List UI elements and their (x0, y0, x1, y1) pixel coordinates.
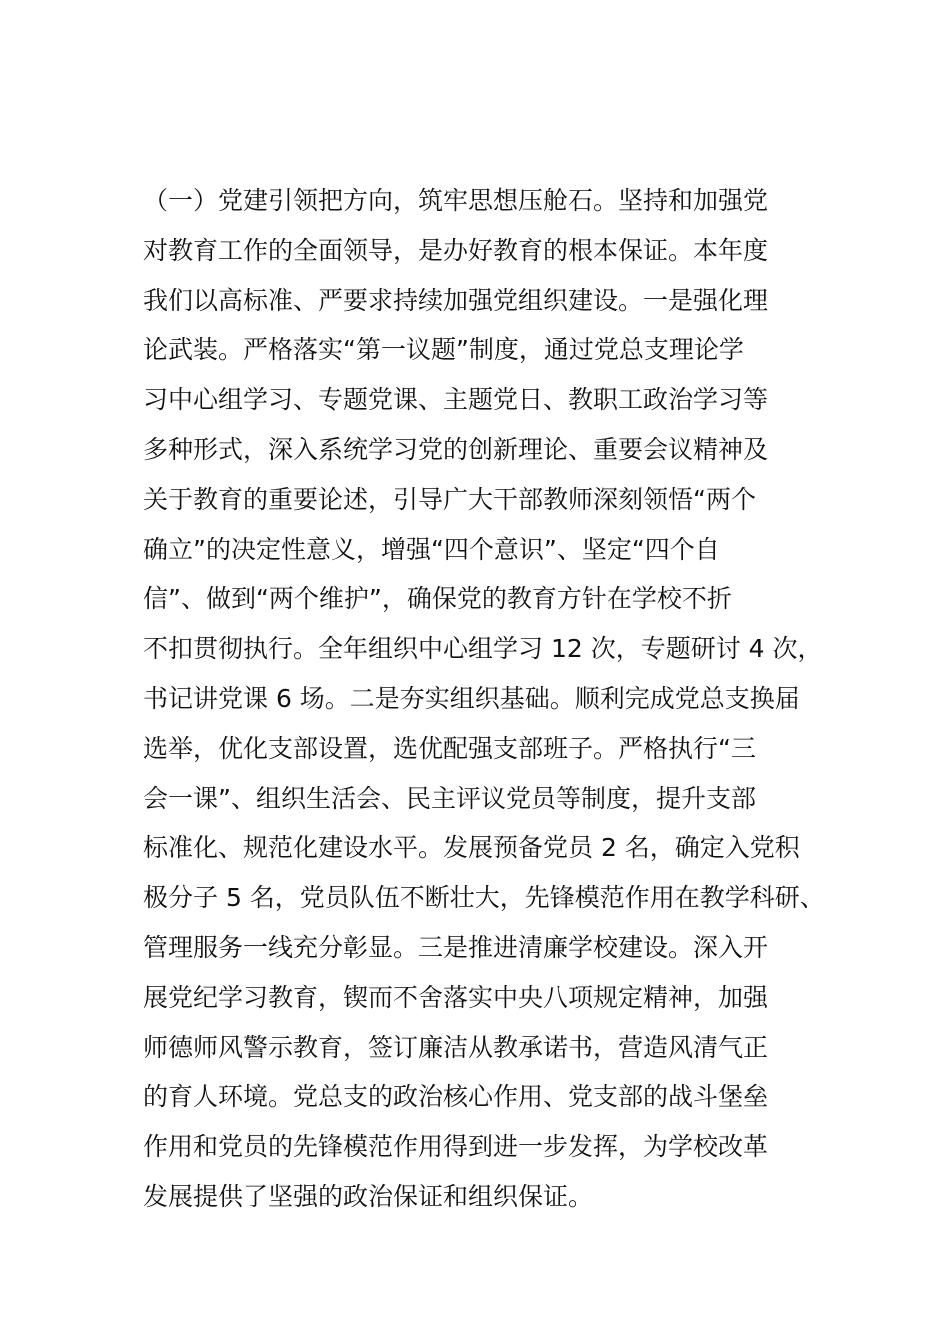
paragraph-line: 我们以高标准、严要求持续加强党组织建设。一是强化理 (143, 285, 769, 315)
paragraph-line: （一）党建引领把方向，筑牢思想压舱石。坚持和加强党 (143, 186, 769, 215)
body-paragraph (143, 176, 823, 1222)
paragraph-line: 管理服务一线充分彰显。三是推进清廉学校建设。深入开 (143, 932, 769, 962)
paragraph-line: 发展提供了坚强的政治保证和组织保证。 (143, 1181, 594, 1211)
paragraph-line: 作用和党员的先锋模范作用得到进一步发挥，为学校改革 (143, 1132, 769, 1162)
paragraph-line: 会一课”、组织生活会、民主评议党员等制度，提升支部 (143, 783, 756, 813)
paragraph-line: 论武装。严格落实“第一议题”制度，通过党总支理论学 (143, 335, 744, 365)
paragraph-line: 对教育工作的全面领导，是办好教育的根本保证。本年度 (143, 235, 769, 265)
paragraph-line: 标准化、规范化建设水平。发展预备党员 2 名，确定入党积 (143, 833, 800, 863)
paragraph-line: 的育人环境。党总支的政治核心作用、党支部的战斗堡垒 (143, 1082, 769, 1112)
paragraph-line: 确立”的决定性意义，增强“四个意识”、坚定“四个自 (143, 534, 720, 564)
paragraph-line: 展党纪学习教育，锲而不舍落实中央八项规定精神，加强 (143, 982, 769, 1012)
paragraph-line: 不扣贯彻执行。全年组织中心组学习 12 次，专题研讨 4 次， (143, 634, 823, 664)
paragraph-line: 极分子 5 名，党员队伍不断壮大，先锋模范作用在教学科研、 (143, 883, 825, 913)
paragraph-line: 关于教育的重要论述，引导广大干部教师深刻领悟“两个 (143, 484, 756, 514)
paragraph-line: 书记讲党课 6 场。二是夯实组织基础。顺利完成党总支换届 (143, 683, 800, 713)
paragraph-line: 习中心组学习、专题党课、主题党日、教职工政治学习等 (143, 385, 769, 415)
paragraph-line: 选举，优化支部设置，选优配强支部班子。严格执行“三 (143, 733, 756, 763)
paragraph-line: 多种形式，深入系统学习党的创新理论、重要会议精神及 (143, 434, 769, 464)
paragraph-line: 师德师风警示教育，签订廉洁从教承诺书，营造风清气正 (143, 1032, 769, 1062)
paragraph-line: 信”、做到“两个维护”，确保党的教育方针在学校不折 (143, 584, 732, 614)
